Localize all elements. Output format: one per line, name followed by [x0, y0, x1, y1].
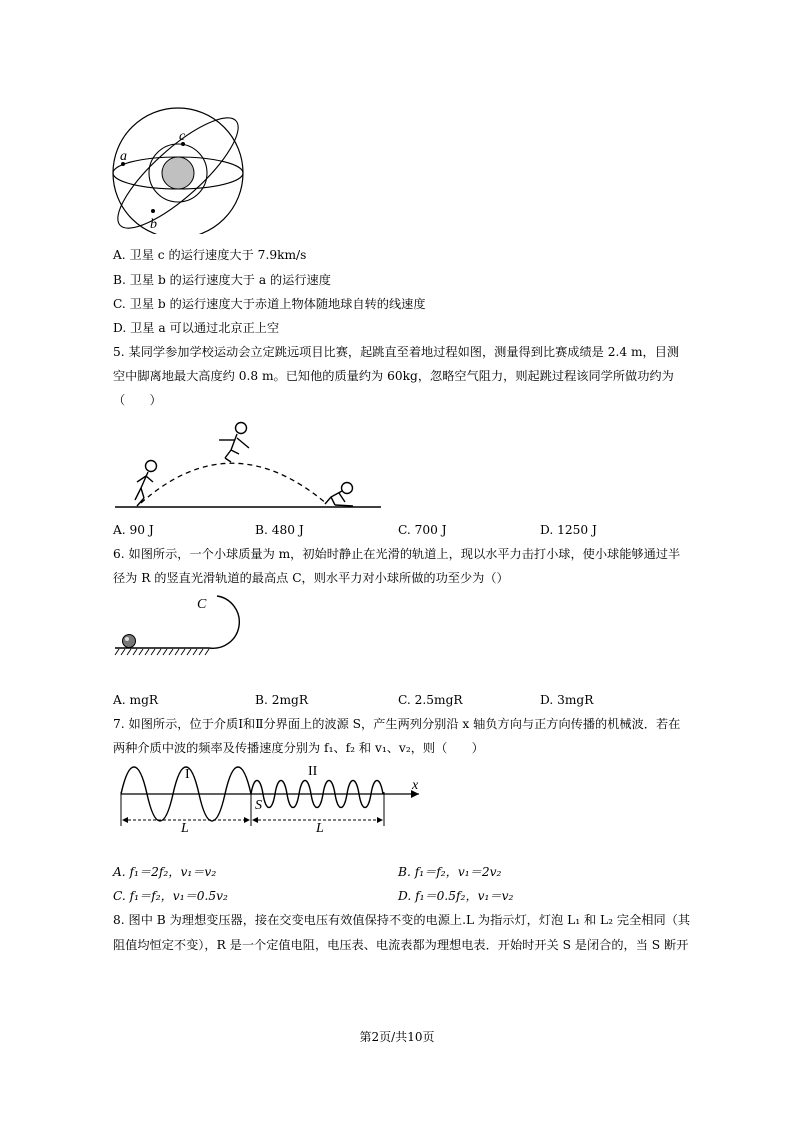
medium-1-label: I: [185, 767, 190, 782]
q5-stem-line-1: 5. 某同学参加学校运动会立定跳远项目比赛，起跳直至着地过程如图，测量得到比赛成绩是 2.4 m，目测: [113, 345, 680, 359]
label-c-point: C: [197, 597, 207, 612]
q5-stem-line-3: （ ）: [113, 393, 162, 407]
q8-stem-line-1: 8. 图中 B 为理想变压器，接在交变电压有效值保持不变的电源上.L 为指示灯，灯泡 L₁ 和 L₂ 完全相同（其: [113, 913, 691, 927]
q4-option-d: D. 卫星 a 可以通过北京正上空: [113, 321, 280, 335]
q8-stem-line-2: 阻值均恒定不变），R 是一个定值电阻，电压表、电流表都为理想电表．开始时开关 S 是闭合的，当 S 断开: [113, 938, 689, 952]
q7-stem-line-2: 两种介质中波的频率及传播速度分别为 f₁、f₂ 和 v₁、v₂，则（ ）: [113, 741, 484, 755]
long-jump-trajectory-diagram: [113, 418, 383, 512]
q5-option-c: C. 700 J: [398, 523, 447, 537]
q5-option-b: B. 480 J: [255, 523, 304, 537]
q6-stem-line-1: 6. 如图所示，一个小球质量为 m，初始时静止在光滑的轨道上，现以水平力击打小球，使小球能够通过半: [113, 547, 681, 561]
q7-option-c: C. f₁＝f₂，v₁＝0.5v₂: [113, 889, 228, 903]
q5-option-d: D. 1250 J: [540, 523, 597, 537]
q5-stem-line-2: 空中脚离地最大高度约 0.8 m。已知他的质量约为 60kg，忽略空气阻力，则起跳过程该同学所做功约为: [113, 369, 674, 383]
label-b: b: [150, 217, 157, 232]
q6-option-b: B. 2mgR: [255, 693, 308, 707]
medium-2-label: II: [308, 764, 318, 779]
q6-stem-line-2: 径为 R 的竖直光滑轨道的最高点 C，则水平力对小球所做的功至少为（）: [113, 571, 509, 585]
page-footer: 第2页/共10页: [359, 1030, 435, 1044]
satellite-orbits-diagram: [108, 84, 254, 234]
q4-option-a: A. 卫星 c 的运行速度大于 7.9km/s: [113, 248, 307, 262]
label-c: c: [179, 129, 186, 144]
length-l2-label: L: [316, 821, 324, 834]
q6-option-c: C. 2.5mgR: [398, 693, 463, 707]
q4-option-b: B. 卫星 b 的运行速度大于 a 的运行速度: [113, 273, 331, 287]
ball-loop-track-diagram: [113, 592, 249, 664]
q5-option-a: A. 90 J: [113, 523, 154, 537]
q7-stem-line-1: 7. 如图所示，位于介质Ⅰ和Ⅱ分界面上的波源 S，产生两列分别沿 x 轴负方向与正方向传播的机械波．若在: [113, 717, 681, 731]
q7-option-b: B. f₁＝f₂，v₁＝2v₂: [398, 865, 502, 879]
x-axis-label: x: [412, 778, 419, 793]
q7-option-d: D. f₁＝0.5f₂，v₁＝v₂: [398, 889, 514, 903]
length-l1-label: L: [181, 821, 189, 834]
label-a: a: [120, 149, 127, 164]
satellite-b-dot: [151, 209, 155, 213]
q4-option-c: C. 卫星 b 的运行速度大于赤道上物体随地球自转的线速度: [113, 297, 426, 311]
q6-option-a: A. mgR: [113, 693, 159, 707]
q6-option-d: D. 3mgR: [540, 693, 594, 707]
ball: [123, 635, 136, 648]
wave-diagram: [113, 762, 431, 834]
q7-option-a: A. f₁＝2f₂，v₁＝v₂: [113, 865, 217, 879]
source-s-label: S: [255, 798, 262, 813]
